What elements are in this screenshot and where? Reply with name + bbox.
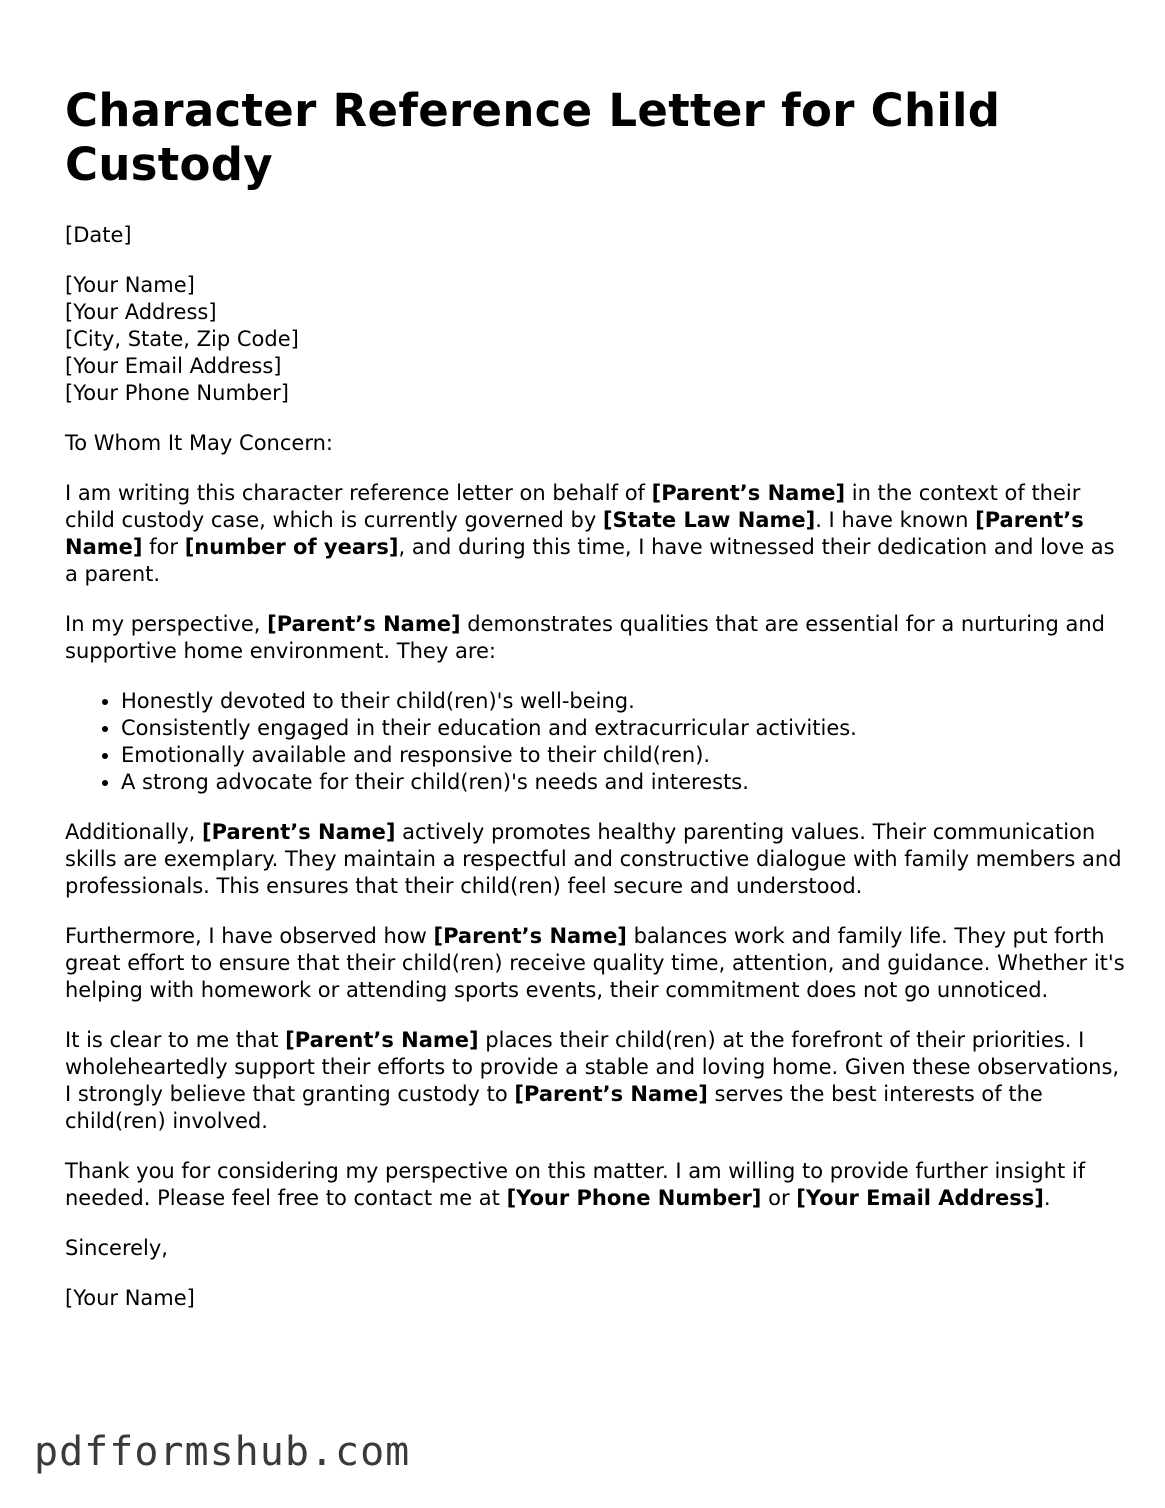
text-run: I am writing this character reference letter on behalf of — [65, 481, 652, 505]
letter-body — [65, 222, 1125, 1335]
placeholder-state-law-name: [State Law Name] — [602, 508, 816, 532]
contact-paragraph — [65, 1158, 1125, 1212]
placeholder-parent-name: [Parent’s Name] — [433, 924, 627, 948]
text-run: places their child(ren) at the forefront of their priorities. I wholeheartedly support their efforts to provide a stable and loving home. Given these observations, I strongly believe that granting custody to — [65, 1028, 1120, 1106]
list-item: • Emotionally available and responsive to their child(ren). — [121, 742, 1125, 769]
page-title: Character Reference Letter for Child Custody — [65, 84, 1001, 191]
placeholder-parent-name: [Parent’s Name] — [285, 1028, 479, 1052]
salutation: To Whom It May Concern: — [65, 431, 333, 455]
text-run: demonstrates qualities that are essential for a nurturing and supportive home environment. They are: — [65, 612, 1105, 663]
text-run: in the context of their child custody case, which is currently governed by — [65, 481, 1081, 532]
sender-name: [Your Name] — [65, 273, 195, 297]
text-run: Additionally, — [65, 820, 203, 844]
sender-phone: [Your Phone Number] — [65, 381, 289, 405]
placeholder-parent-name: [Parent’s Name] — [514, 1082, 708, 1106]
list-item: • Honestly devoted to their child(ren)'s well-being. — [121, 688, 1125, 715]
intro-paragraph — [65, 480, 1125, 588]
sender-address: [Your Address] — [65, 300, 217, 324]
closing: Sincerely, — [65, 1236, 168, 1260]
placeholder-parent-name: [Parent’s Name] — [267, 612, 461, 636]
text-run: actively promotes healthy parenting values. Their communication skills are exemplary. They maintain a respectful and constructive dialogue with family members and professionals. This ensures that their child(ren) feel secure and understood. — [65, 820, 1122, 898]
sender-city-state-zip: [City, State, Zip Code] — [65, 327, 299, 351]
text-run: In my perspective, — [65, 612, 268, 636]
signature-name: [Your Name] — [65, 1286, 195, 1310]
placeholder-email-address: [Your Email Address] — [796, 1186, 1044, 1210]
text-run: serves the best interests of the child(ren) involved. — [65, 1082, 1043, 1133]
text-run: It is clear to me that — [65, 1028, 286, 1052]
text-run: for — [142, 535, 185, 559]
placeholder-parent-name: [Parent’s Name] — [651, 481, 846, 505]
text-run: Furthermore, I have observed how — [65, 924, 434, 948]
site-watermark: pdfformshub.com — [34, 1429, 411, 1475]
text-run: . — [1043, 1186, 1051, 1210]
text-run: Thank you for considering my perspective on this matter. I am willing to provide further insight if needed. Please feel free to contact me at — [65, 1159, 1086, 1210]
work-life-paragraph — [65, 923, 1125, 1004]
sender-block — [65, 272, 1125, 407]
placeholder-parent-name: [Parent’s Name] — [202, 820, 396, 844]
qualities-intro-paragraph — [65, 611, 1125, 665]
sender-email: [Your Email Address] — [65, 354, 282, 378]
placeholder-number-of-years: [number of years] — [184, 535, 399, 559]
text-run: or — [761, 1186, 797, 1210]
list-item: • Consistently engaged in their education and extracurricular activities. — [121, 715, 1125, 742]
list-item: • A strong advocate for their child(ren)'s needs and interests. — [121, 769, 1125, 796]
text-run: , and during this time, I have witnessed their dedication and love as a parent. — [65, 535, 1115, 586]
text-run: balances work and family life. They put forth great effort to ensure that their child(ren) receive quality time, attention, and guidance. Whether it's helping with homework or attending sports events, their commitment does not go unnoticed. — [65, 924, 1125, 1002]
conclusion-paragraph — [65, 1027, 1125, 1135]
communication-paragraph — [65, 819, 1125, 900]
placeholder-parent-name: [Parent’s Name] — [65, 508, 1084, 559]
placeholder-phone-number: [Your Phone Number] — [506, 1186, 762, 1210]
qualities-list — [65, 688, 1125, 796]
letter-date: [Date] — [65, 223, 132, 247]
text-run: . I have known — [815, 508, 976, 532]
